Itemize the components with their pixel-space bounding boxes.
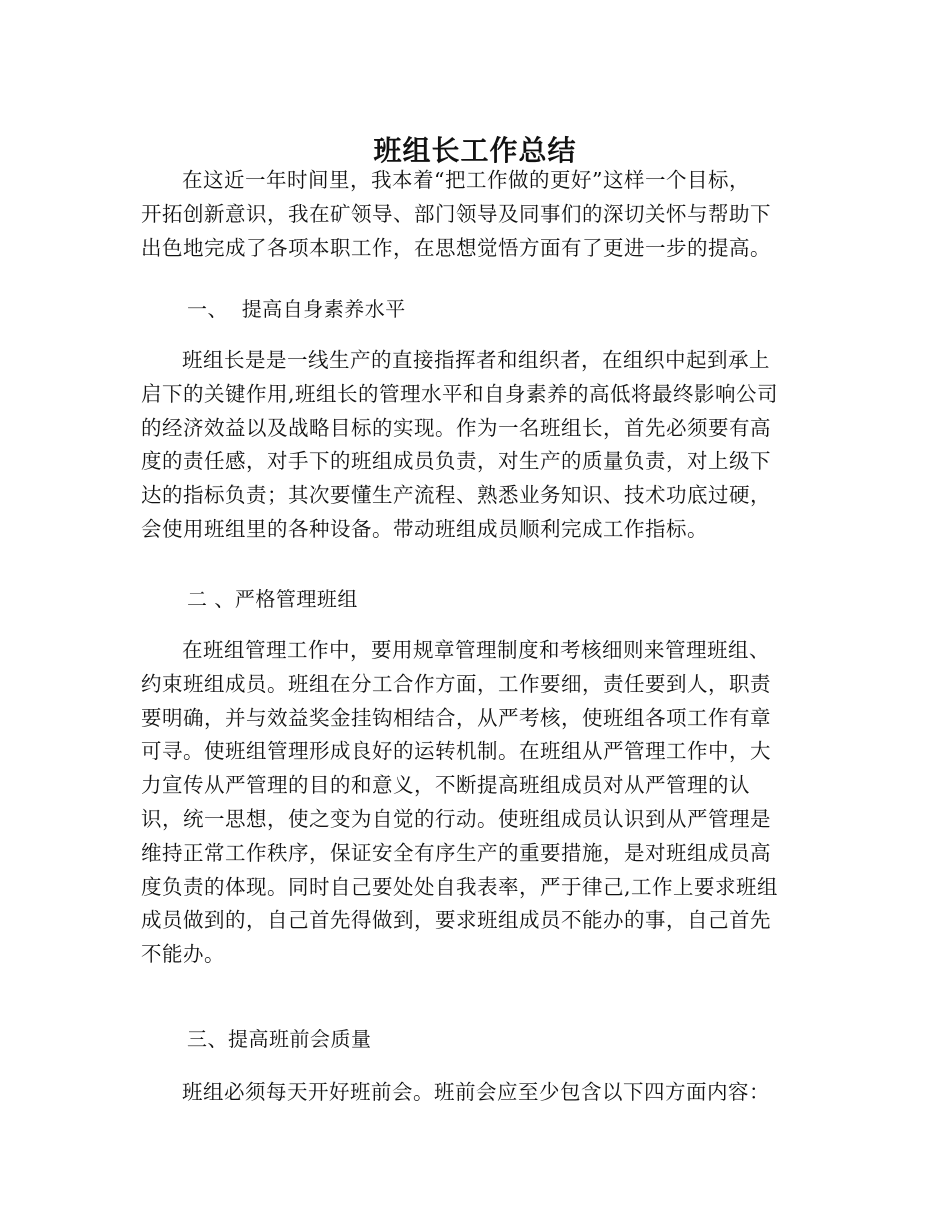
section-1-paragraph: 班组长是是一线生产的直接指挥者和组织者，在组织中起到承上 启下的关键作用,班组长的管理水平和自身素养的高低将最终影响公司 的经济效益以及战略目标的实现。作为一名班组长，首先必须要有高 度的责任感，对手下的班组成员负责，对生产的质量负责，对上级下 达的指标负责；其次要懂生产流程、熟悉业务知识、技术功底过硬， 会使用班组里的各种设备。带动班组成员顺利完成工作指标。 — [141, 348, 779, 541]
document-title: 班组长工作总结 — [373, 133, 577, 167]
section-3-paragraph: 班组必须每天开好班前会。班前会应至少包含以下四方面内容： — [182, 1080, 770, 1104]
section-heading-3: 三、提高班前会质量 — [187, 1027, 372, 1051]
section-heading-1: 一、 提高自身素养水平 — [187, 297, 406, 321]
intro-paragraph: 在这近一年时间里，我本着“把工作做的更好”这样一个目标， 开拓创新意识，我在矿领导、部门领导及同事们的深切关怀与帮助下 出色地完成了各项本职工作，在思想觉悟方面有了更进一步的提高。 — [141, 168, 771, 260]
section-heading-2: 二 、严格管理班组 — [187, 587, 358, 611]
section-2-paragraph: 在班组管理工作中，要用规章管理制度和考核细则来管理班组、 约束班组成员。班组在分工合作方面，工作要细，责任要到人，职责 要明确，并与效益奖金挂钩相结合，从严考核，使班组各项工作有章 可寻。使班组管理形成良好的运转机制。在班组从严管理工作中，大 力宣传从严管理的目的和意义，不断提高班组成员对从严管理的认 识，统一思想，使之变为自觉的行动。使班组成员认识到从严管理是 维持正常工作秩序，保证安全有序生产的重要措施，是对班组成员高 度负责的体现。同时自己要处处自我表率，严于律己,工作上要求班组 成员做到的，自己首先得做到，要求班组成员不能办的事，自己首先 不能办。 — [141, 638, 779, 967]
